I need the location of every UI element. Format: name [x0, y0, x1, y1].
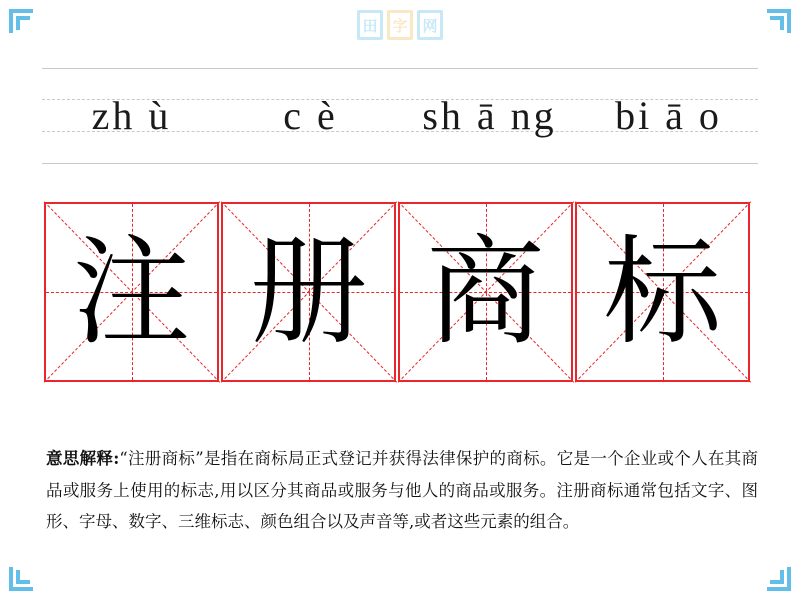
explanation-text: “注册商标”是指在商标局正式登记并获得法律保护的商标。它是一个企业或个人在其商品或服务上使用的标志,用以区分其商品或服务与他人的商品或服务。注册商标通常包括文字、图形、字母、数字、三维标志、颜色组合以及声音等,或者这些元素的组合。 [46, 449, 759, 532]
pinyin-row [42, 68, 758, 164]
corner-ornament-bottom-right [766, 566, 792, 592]
explanation-label: 意思解释: [46, 449, 120, 468]
pinyin-staff [42, 68, 758, 164]
character-glyph-4: 标 [603, 223, 722, 361]
pinyin-syllable-4: bi ā o [615, 93, 722, 138]
corner-ornament-top-right [766, 8, 792, 34]
pinyin-syllable-2: c è [283, 93, 338, 138]
logo-char-1: 田 [357, 10, 383, 40]
character-cell-4 [575, 202, 750, 382]
character-cell-3 [398, 202, 573, 382]
logo-char-2: 字 [387, 10, 413, 40]
pinyin-syllable-3: sh ā ng [422, 93, 557, 138]
character-glyph-3: 商 [426, 223, 545, 361]
logo-char-3: 网 [417, 10, 443, 40]
character-glyph-2: 册 [249, 223, 368, 361]
character-grid [44, 202, 750, 382]
corner-ornament-bottom-left [8, 566, 34, 592]
corner-ornament-top-left [8, 8, 34, 34]
explanation-block [46, 443, 758, 538]
site-logo [357, 10, 443, 40]
character-cell-1 [44, 202, 219, 382]
pinyin-syllable-1: zh ù [91, 93, 172, 138]
character-cell-2 [221, 202, 396, 382]
character-glyph-1: 注 [72, 223, 191, 361]
